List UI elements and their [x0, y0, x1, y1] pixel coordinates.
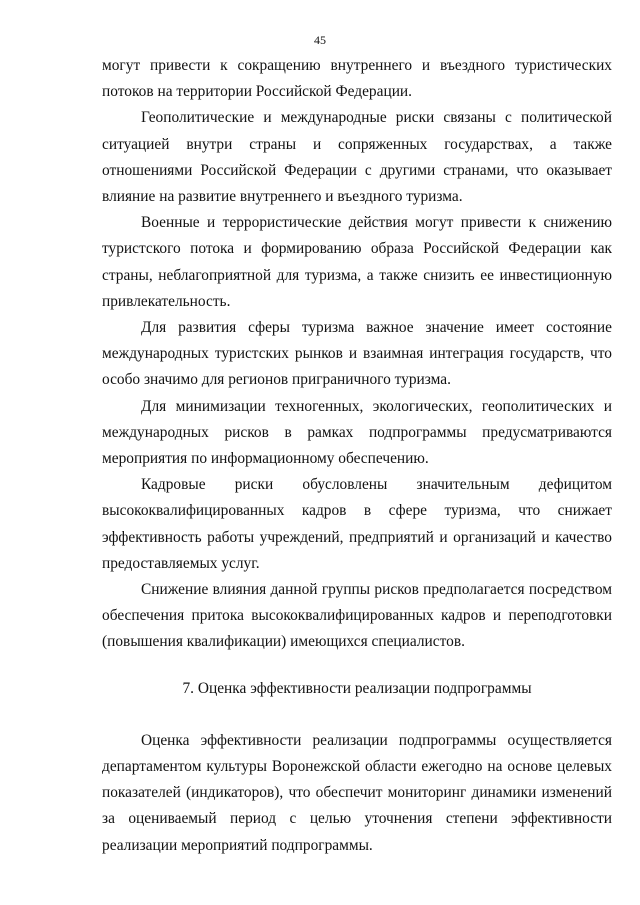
paragraph-efficiency-evaluation: Оценка эффективности реализации подпрограммы осуществляется департаментом культуры Воронежской области ежегодно на основе целевых показателей (индикаторов), что обеспечит мониторинг динамики изменений за оцениваемый период с целью уточнения степени эффективности реализации мероприятий подпрограммы. [102, 731, 612, 854]
paragraph-risk-minimization: Для минимизации техногенных, экологических, геополитических и международных рисков в рамках подпрограммы предусматриваются мероприятия по информационному обеспечению. [102, 397, 612, 468]
paragraph-geopolitical-risks: Геополитические и международные риски связаны с политической ситуацией внутри страны и сопряженных государствах, а также отношениями Российской Федерации с другими странами, что оказывает влияние на развитие внутреннего и въездного туризма. [102, 109, 612, 206]
section-heading: 7. Оценка эффективности реализации подпрограммы [182, 679, 532, 697]
paragraph-military-risks: Военные и террористические действия могут привести к снижению туристского потока и формированию образа Российской Федерации как страны, неблагоприятной для туризма, а также снизить ее инвестиционную привлекательность. [102, 214, 612, 310]
paragraph-international-markets: Для развития сферы туризма важное значение имеет состояние международных туристских рынков и взаимная интеграция государств, что особо значимо для регионов приграничного туризма. [102, 319, 612, 389]
page-number: 45 [314, 33, 326, 47]
paragraph-continuation: могут привести к сокращению внутреннего и въездного туристических потоков на территории Российской Федерации. [102, 57, 612, 101]
paragraph-personnel-risks: Кадровые риски обусловлены значительным дефицитом высококвалифицированных кадров в сфере туризма, что снижает эффективность работы учреждений, предприятий и организаций и качество предоставляемых услуг. [102, 476, 612, 572]
page-body [102, 53, 612, 859]
paragraph-risk-reduction: Снижение влияния данной группы рисков предполагается посредством обеспечения притока высококвалифицированных кадров и переподготовки (повышения квалификации) имеющихся специалистов. [102, 581, 612, 651]
